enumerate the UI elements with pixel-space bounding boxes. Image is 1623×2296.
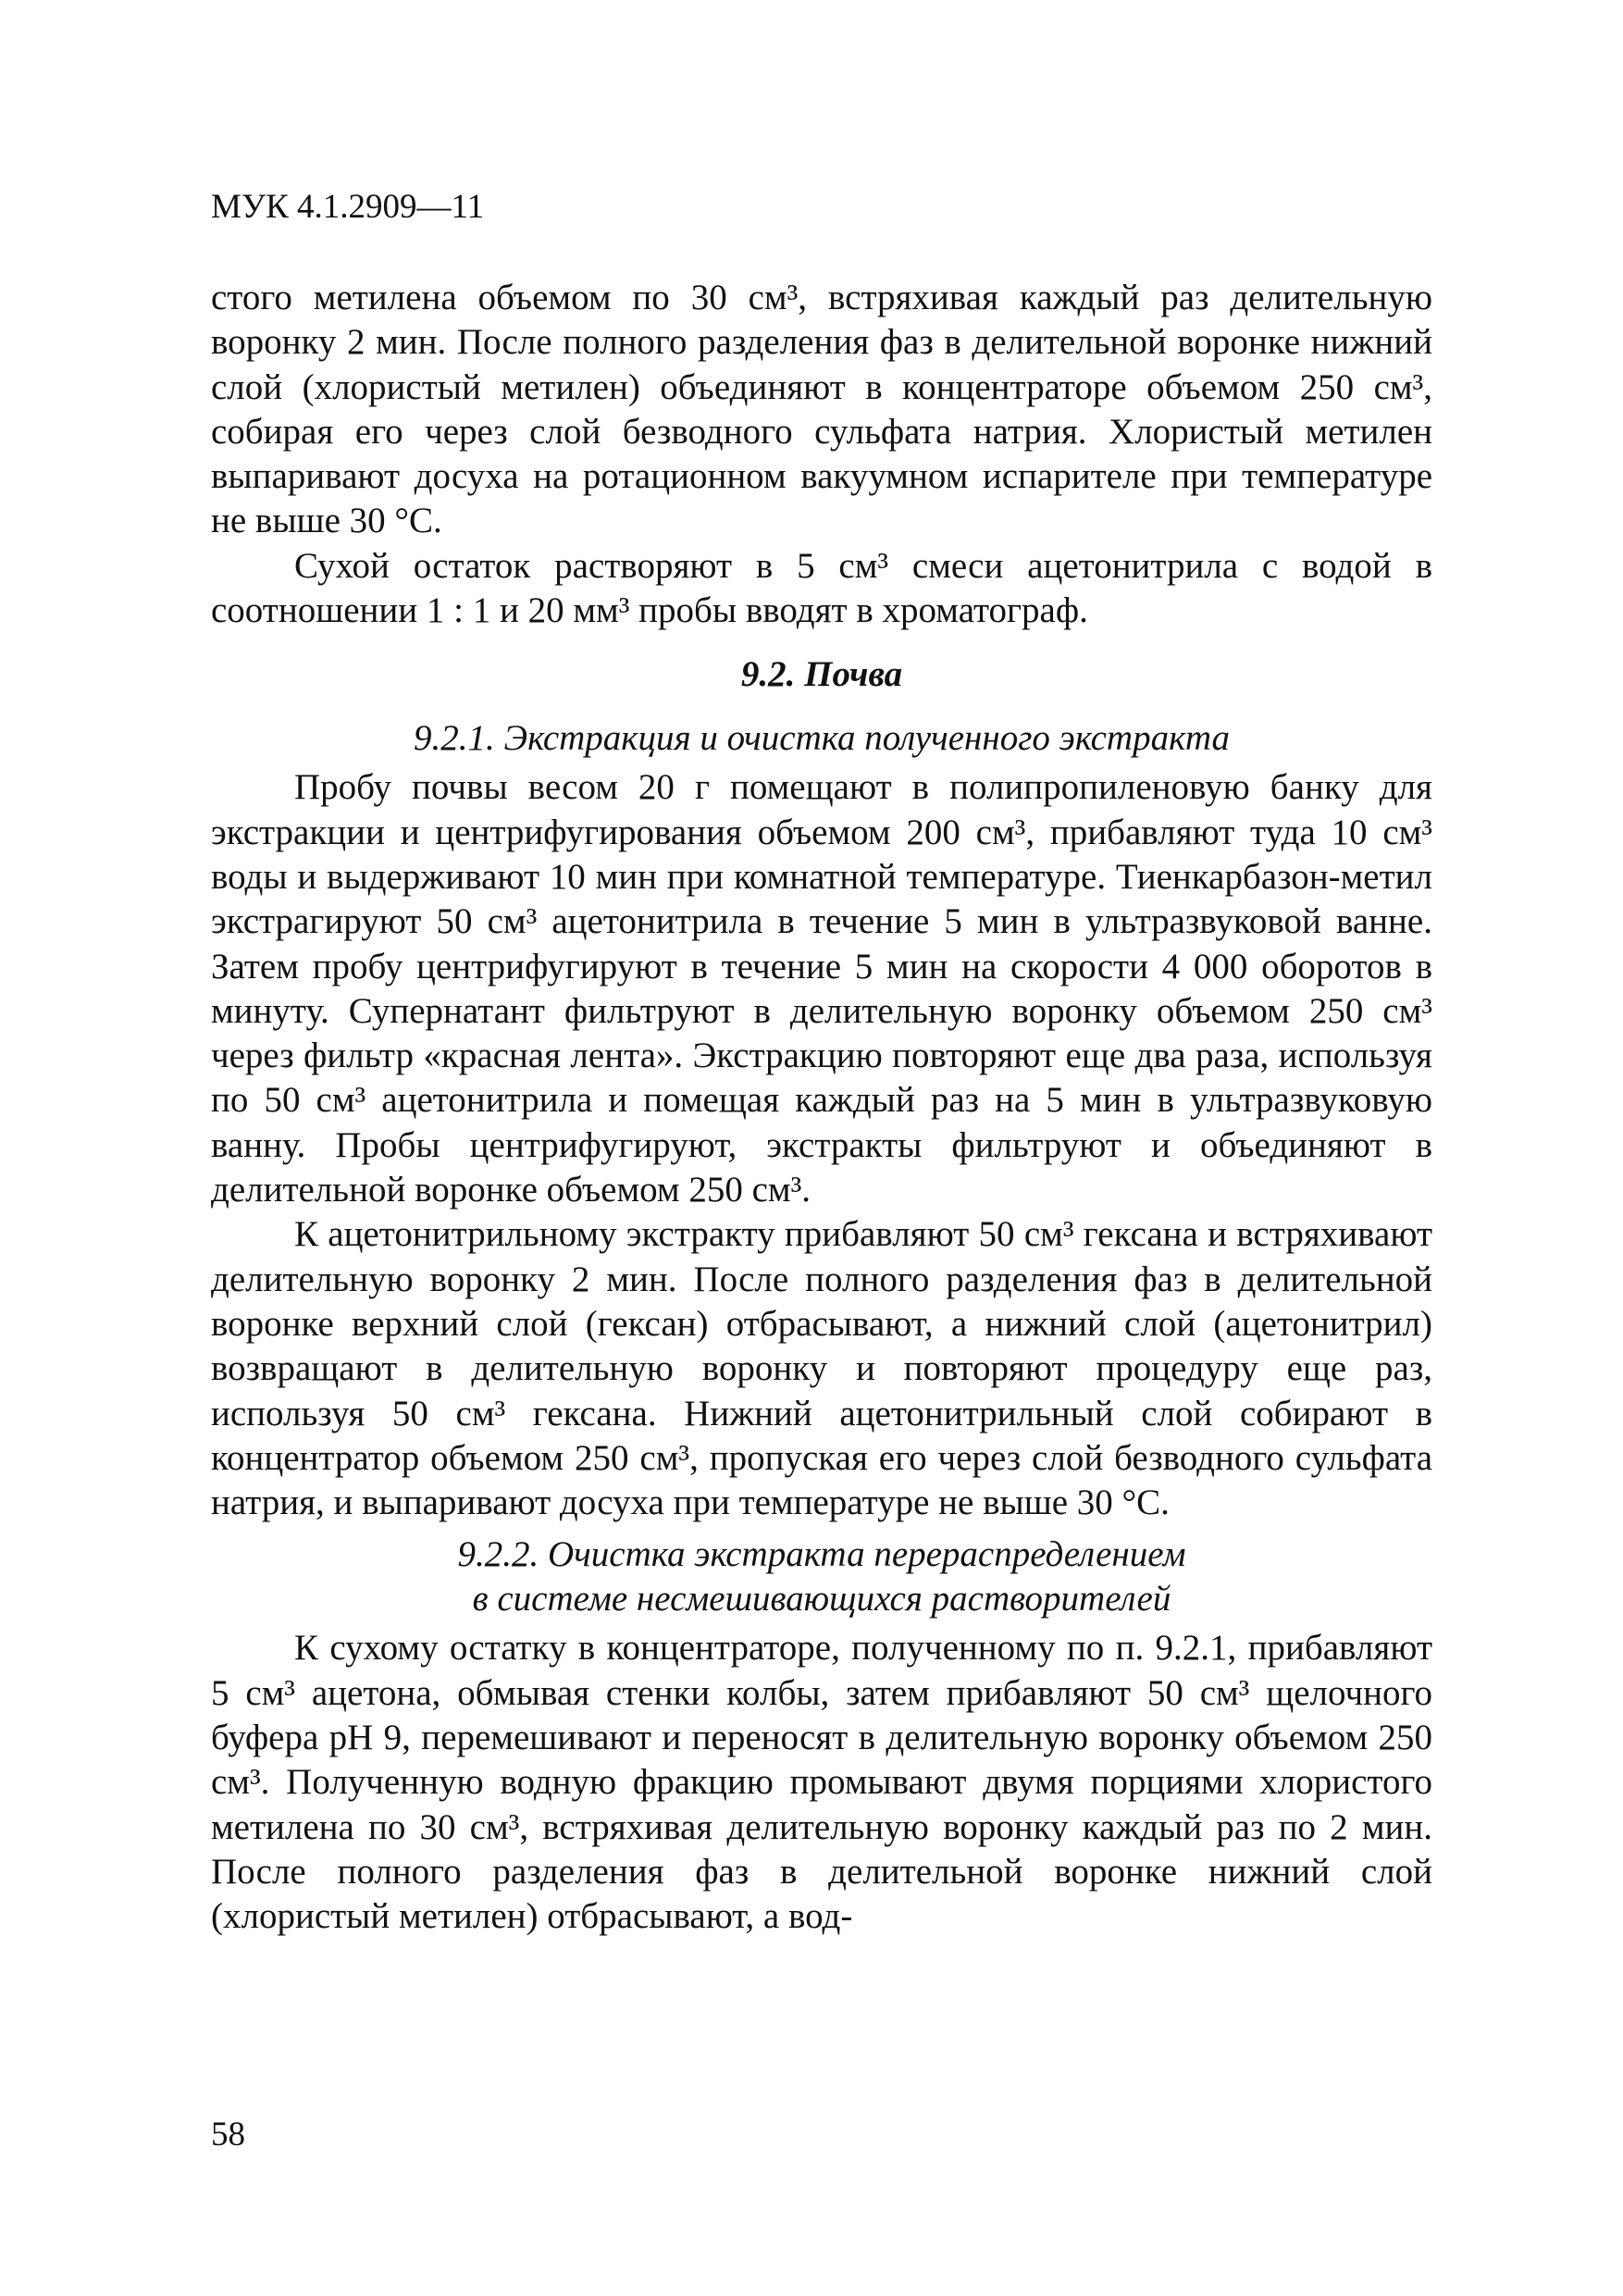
subsection-heading-extraction: 9.2.1. Экстракция и очистка полученного экстракта — [414, 718, 1230, 759]
paragraph-soil-sample: Пробу почвы весом 20 г помещают в полипропиленовую банку для экстракции и центрифугирования объемом 200 см³, прибавляют туда 10 см³ воды и выдерживают 10 мин при комнатной температуре. Тиенкарбазон-метил экстрагируют 50 см³ ацетонитрила в течение 5 мин в ультразвуковой ванне. Затем пробу центрифугируют в течение 5 мин на скорости 4 000 оборотов в минуту. Супернатант фильтруют в делительную воронку объемом 250 см³ через фильтр «красная лента». Экстракцию повторяют еще два раза, используя по 50 см³ ацетонитрила и помещая каждый раз на 5 мин в ультразвуковую ванну. Пробы центрифугируют, экстракты фильтруют и объединяют в делительной воронке объемом 250 см³. — [211, 767, 1432, 1210]
paragraph-dry-residue: Сухой остаток растворяют в 5 см³ смеси ацетонитрила с водой в соотношении 1 : 1 и 20 мм³ пробы вводят в хроматограф. — [211, 545, 1432, 631]
document-header: МУК 4.1.2909—11 — [211, 188, 485, 226]
paragraph-dry-residue-concentrator: К сухому остатку в концентраторе, полученному по п. 9.2.1, прибавляют 5 см³ ацетона, обмывая стенки колбы, затем прибавляют 50 см³ щелочного буфера pH 9, перемешивают и переносят в делительную воронку объемом 250 см³. Полученную водную фракцию промывают двумя порциями хлористого метилена по 30 см³, встряхивая делительную воронку каждый раз по 2 мин. После полного разделения фаз в делительной воронке нижний слой (хлористый метилен) отбрасывают, а вод- — [211, 1628, 1432, 1937]
section-heading-soil: 9.2. Почва — [740, 654, 903, 695]
page-number: 58 — [211, 2116, 245, 2153]
subsection-heading-purification-line1: 9.2.2. Очистка экстракта перераспределением — [457, 1534, 1186, 1575]
paragraph-continuation: стого метилена объемом по 30 см³, встряхивая каждый раз делительную воронку 2 мин. После полного разделения фаз в делительной воронке нижний слой (хлористый метилен) объединяют в концентраторе объемом 250 см³, собирая его через слой безводного сульфата натрия. Хлористый метилен выпаривают досуха на ротационном вакуумном испарителе при температуре не выше 30 °С. — [211, 278, 1432, 541]
document-body — [211, 276, 1432, 1940]
subsection-heading-purification-line2: в системе несмешивающихся растворителей — [472, 1579, 1171, 1620]
paragraph-hexane-wash: К ацетонитрильному экстракту прибавляют 50 см³ гексана и встряхивают делительную воронку 2 мин. После полного разделения фаз в делительной воронке верхний слой (гексан) отбрасывают, а нижний слой (ацетонитрил) возвращают в делительную воронку и повторяют процедуру еще раз, используя 50 см³ гексана. Нижний ацетонитрильный слой собирают в концентратор объемом 250 см³, пропуская его через слой безводного сульфата натрия, и выпаривают досуха при температуре не выше 30 °С. — [211, 1214, 1432, 1523]
